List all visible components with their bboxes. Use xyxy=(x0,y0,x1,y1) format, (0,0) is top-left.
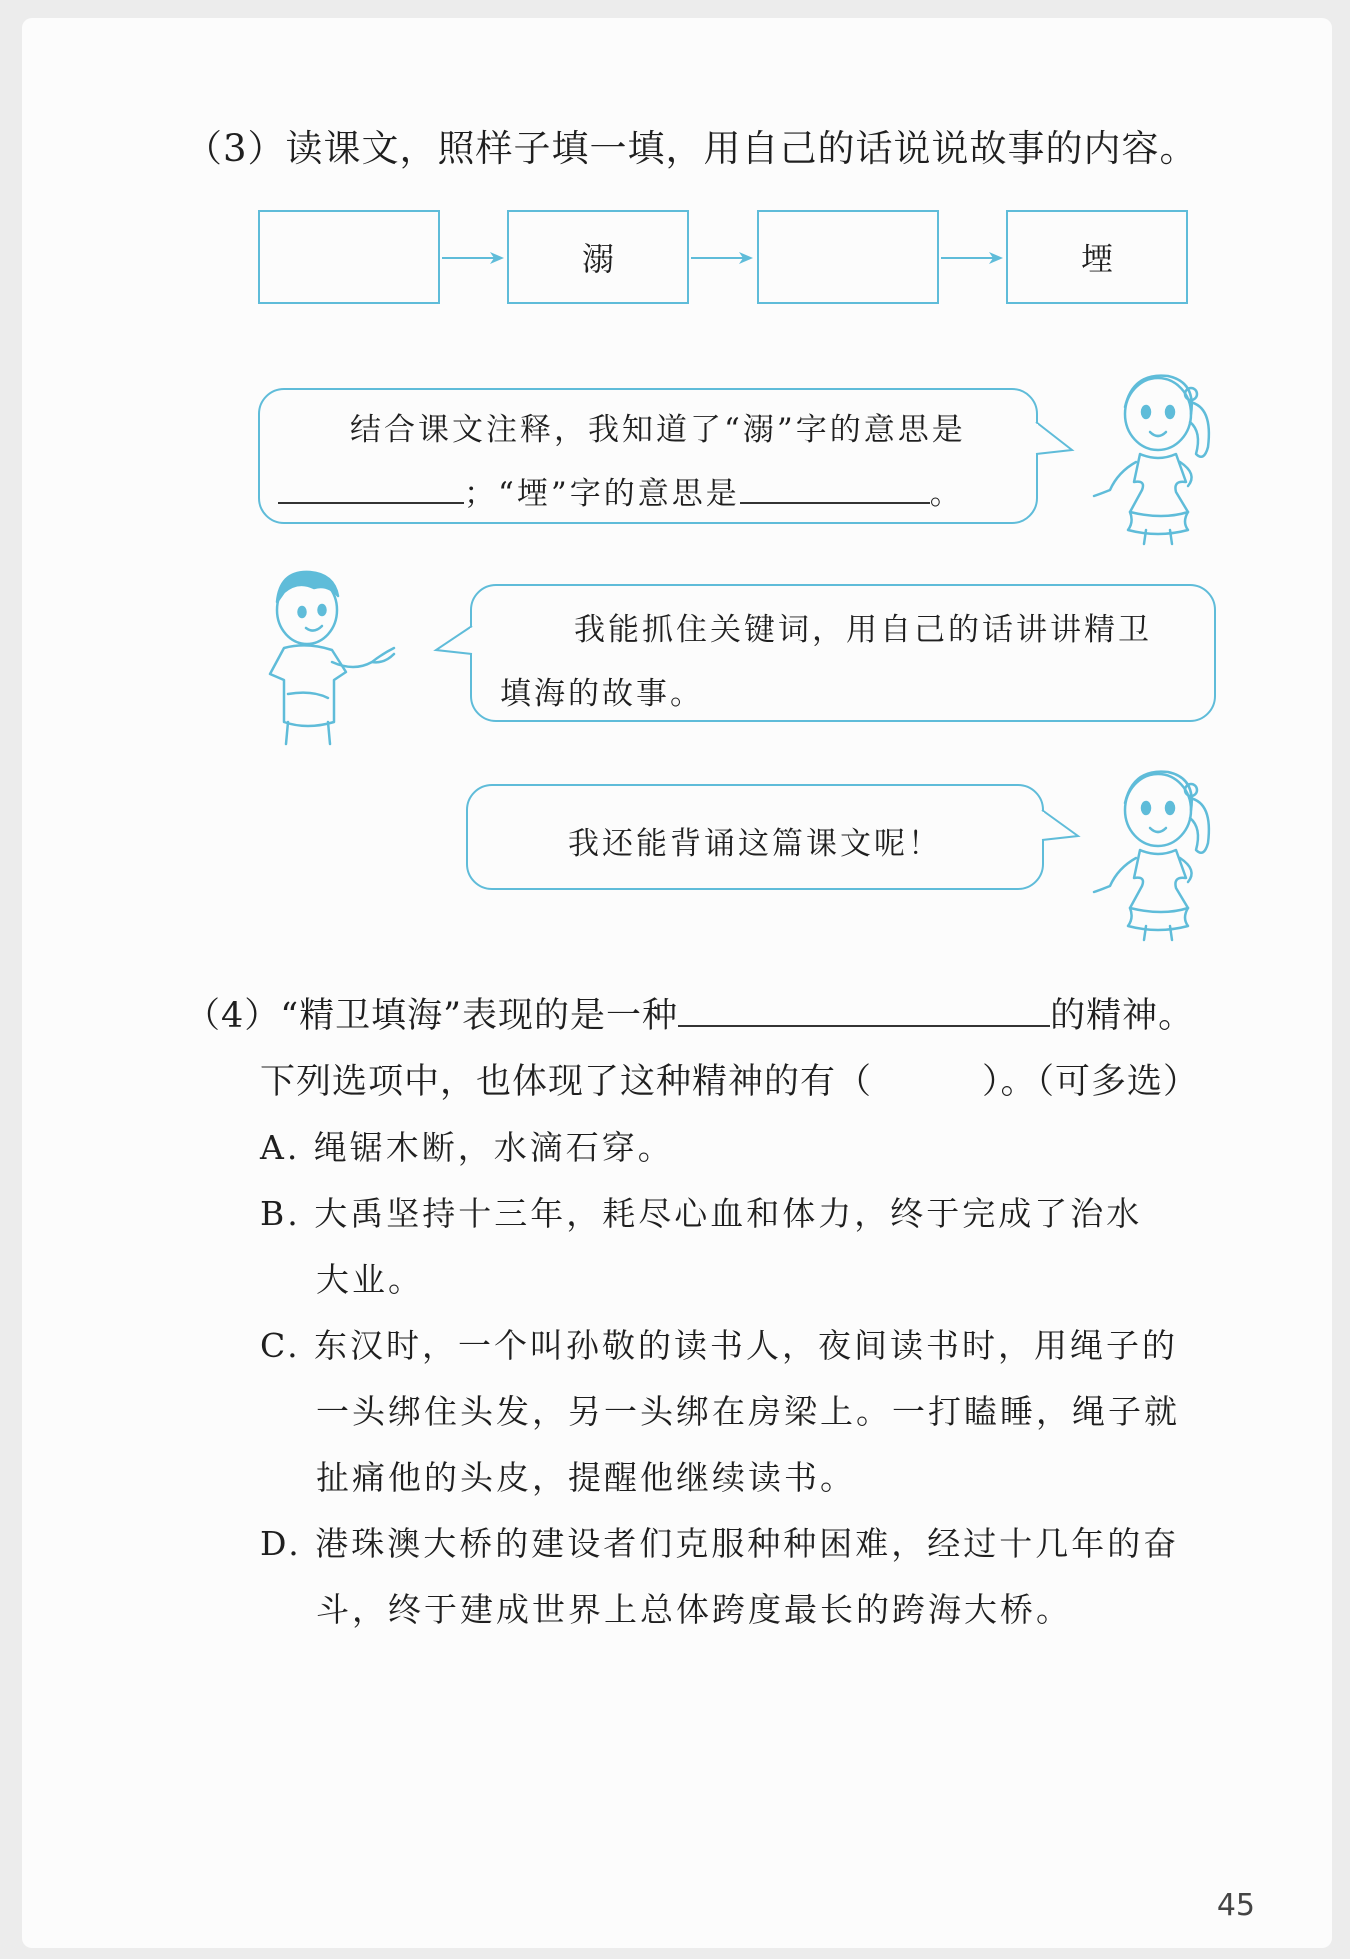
bubble-3-text: 我还能背诵这篇课文呢！ xyxy=(568,826,942,862)
flow-box-4: 堙 xyxy=(1006,210,1188,304)
bubble-tail xyxy=(434,624,474,668)
option-a[interactable]: A. 绳锯木断，水滴石穿。 xyxy=(260,1128,674,1167)
option-d-line-1[interactable]: D. 港珠澳大桥的建设者们克服种种困难，经过十几年的奋 xyxy=(260,1524,1180,1563)
girl-illustration xyxy=(1078,758,1228,943)
option-c-line-3: 扯痛他的头皮，提醒他继续读书。 xyxy=(316,1458,856,1497)
flow-box-3[interactable] xyxy=(757,210,939,304)
bubble-tail xyxy=(1042,808,1082,852)
answer-blank-spirit[interactable] xyxy=(678,1024,1050,1027)
bubble-1-end-text: 。 xyxy=(929,476,964,512)
page-number: 45 xyxy=(1216,1888,1255,1923)
question-4-choice-prompt: 下列选项中，也体现了这种精神的有（ xyxy=(260,1062,873,1102)
option-c-line-2: 一头绑住头发，另一头绑在房梁上。一打瞌睡，绳子就 xyxy=(316,1392,1180,1431)
bubble-1-line-1: 结合课文注释，我知道了“溺”字的意思是 xyxy=(350,412,966,448)
answer-blank-ni[interactable] xyxy=(278,501,464,504)
arrow-right-icon xyxy=(941,248,1003,268)
option-c-line-1[interactable]: C. 东汉时，一个叫孙敬的读书人，夜间读书时，用绳子的 xyxy=(260,1326,1179,1365)
workbook-page xyxy=(22,18,1332,1948)
flow-box-2: 溺 xyxy=(507,210,689,304)
option-b-line-1[interactable]: B. 大禹坚持十三年，耗尽心血和体力，终于完成了治水 xyxy=(260,1194,1143,1233)
question-4-prompt: （4）“精卫填海”表现的是一种 xyxy=(185,996,679,1036)
question-4-line-1 xyxy=(185,988,1194,1038)
option-d-line-2: 斗，终于建成世界上总体跨度最长的跨海大桥。 xyxy=(316,1590,1072,1629)
bubble-1-mid-text: ；“堙”字的意思是 xyxy=(464,476,740,512)
bubble-1-line-2 xyxy=(278,468,964,513)
answer-blank-yin[interactable] xyxy=(740,501,930,504)
option-b-line-2: 大业。 xyxy=(316,1260,424,1299)
girl-illustration xyxy=(1078,362,1228,547)
arrow-right-icon xyxy=(442,248,504,268)
arrow-right-icon xyxy=(691,248,753,268)
flow-box-1[interactable] xyxy=(258,210,440,304)
bubble-2-line-1: 我能抓住关键词，用自己的话讲讲精卫 xyxy=(574,612,1152,648)
question-4-prompt-end: 的精神。 xyxy=(1050,996,1195,1036)
question-3-title: （3）读课文，照样子填一填，用自己的话说说故事的内容。 xyxy=(185,127,1198,170)
question-4-choice-note: ）。（可多选） xyxy=(982,1062,1200,1102)
bubble-2-line-2: 填海的故事。 xyxy=(500,676,704,712)
bubble-tail xyxy=(1036,420,1076,464)
question-4-line-2 xyxy=(260,1054,1199,1104)
boy-illustration xyxy=(262,562,432,747)
